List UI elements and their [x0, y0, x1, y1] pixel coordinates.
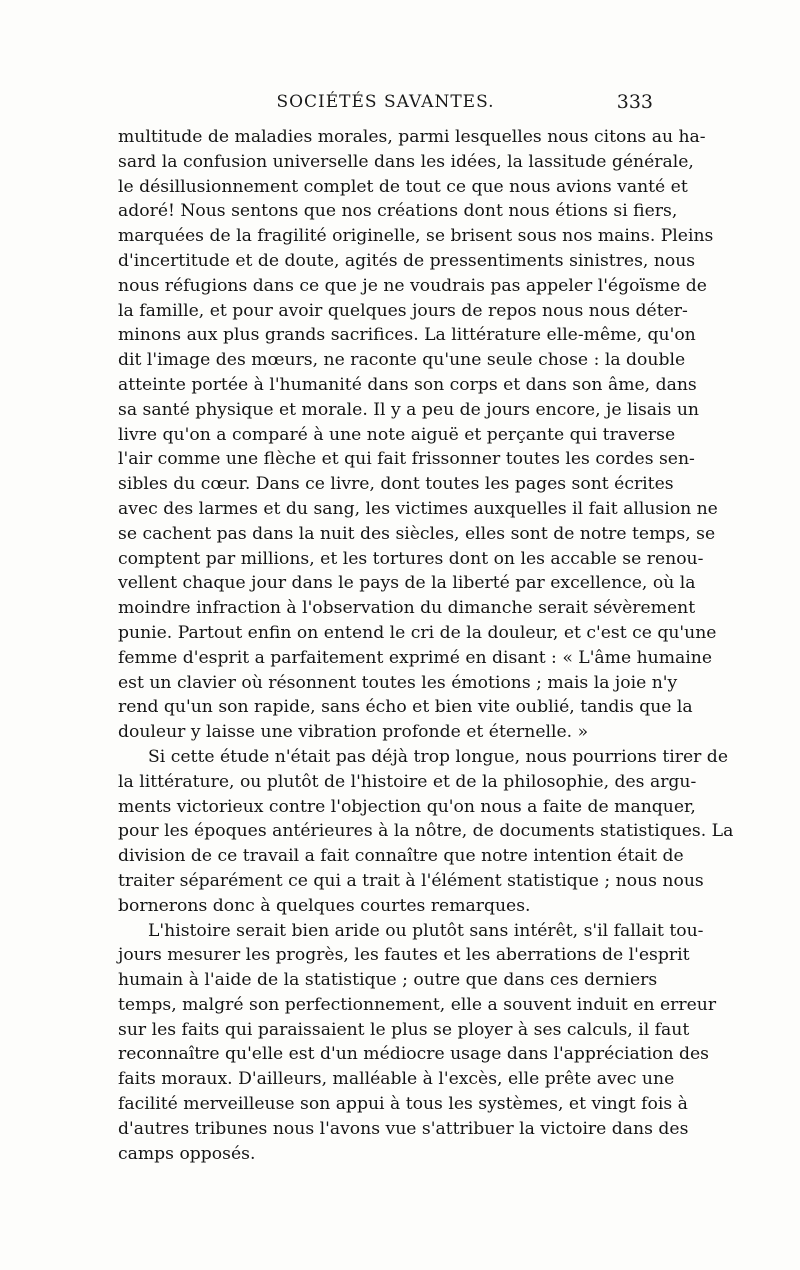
text-line: atteinte portée à l'humanité dans son corps et dans son âme, dans [118, 374, 697, 395]
text-line: livre qu'on a comparé à une note aiguë et perçante qui traverse [118, 424, 676, 445]
text-line: temps, malgré son perfectionnement, elle a souvent induit en erreur [118, 994, 717, 1015]
text-line: d'incertitude et de doute, agités de pressentiments sinistres, nous [118, 250, 696, 271]
text-line: moindre infraction à l'observation du dimanche serait sévèrement [118, 598, 696, 619]
text-line: l'air comme une flèche et qui fait frissonner toutes les cordes sen- [118, 449, 695, 470]
text-line: Si cette étude n'était pas déjà trop longue, nous pourrions tirer de [148, 746, 728, 767]
running-head [118, 92, 653, 118]
text-line: douleur y laisse une vibration profonde et éternelle. » [118, 722, 589, 743]
text-line: femme d'esprit a parfaitement exprimé en disant : « L'âme humaine [118, 647, 713, 668]
text-line: pour les époques antérieures à la nôtre, de documents statistiques. La [118, 821, 734, 842]
text-line: se cachent pas dans la nuit des siècles, elles sont de notre temps, se [118, 523, 716, 544]
text-line: humain à l'aide de la statistique ; outre que dans ces derniers [118, 970, 658, 991]
text-line: multitude de maladies morales, parmi lesquelles nous citons au ha- [118, 127, 706, 147]
text-line: camps opposés. [118, 1143, 256, 1164]
text-line: vellent chaque jour dans le pays de la liberté par excellence, où la [118, 573, 696, 594]
text-line: rend qu'un son rapide, sans écho et bien vite oublié, tandis que la [118, 697, 693, 718]
text-line: dit l'image des mœurs, ne raconte qu'une seule chose : la double [118, 350, 686, 371]
paragraph [118, 125, 718, 745]
text-line: avec des larmes et du sang, les victimes auxquelles il fait allusion ne [118, 498, 718, 519]
text-line: d'autres tribunes nous l'avons vue s'attribuer la victoire dans des [118, 1118, 689, 1139]
text-line: L'histoire serait bien aride ou plutôt sans intérêt, s'il fallait tou- [148, 920, 704, 941]
running-title: SOCIÉTÉS SAVANTES. [276, 92, 495, 112]
text-line: division de ce travail a fait connaître que notre intention était de [118, 846, 684, 867]
page-number: 333 [616, 91, 653, 113]
body-text [118, 125, 734, 1166]
text-line: sa santé physique et morale. Il y a peu de jours encore, je lisais un [118, 399, 699, 420]
text-line: comptent par millions, et les tortures dont on les accable se renou- [118, 548, 704, 569]
text-line: la littérature, ou plutôt de l'histoire et de la philosophie, des argu- [118, 771, 697, 792]
text-line: la famille, et pour avoir quelques jours de repos nous nous déter- [118, 300, 688, 321]
paragraph [118, 745, 734, 919]
text-line: traiter séparément ce qui a trait à l'élément statistique ; nous nous [118, 870, 704, 891]
text-line: le désillusionnement complet de tout ce que nous avions vanté et [118, 176, 688, 197]
text-line: nous réfugions dans ce que je ne voudrais pas appeler l'égoïsme de [118, 275, 707, 296]
text-line: reconnaître qu'elle est d'un médiocre usage dans l'appréciation des [118, 1044, 709, 1065]
text-line: bornerons donc à quelques courtes remarques. [118, 895, 531, 916]
text-line: minons aux plus grands sacrifices. La littérature elle-même, qu'on [118, 325, 696, 346]
text-line: sur les faits qui paraissaient le plus se ployer à ses calculs, il faut [118, 1019, 690, 1040]
text-line: marquées de la fragilité originelle, se brisent sous nos mains. Pleins [118, 226, 714, 247]
text-line: facilité merveilleuse son appui à tous les systèmes, et vingt fois à [118, 1094, 688, 1115]
text-line: punie. Partout enfin on entend le cri de la douleur, et c'est ce qu'une [118, 622, 717, 643]
text-line: est un clavier où résonnent toutes les émotions ; mais la joie n'y [118, 672, 678, 693]
text-line: sard la confusion universelle dans les idées, la lassitude générale, [118, 151, 694, 172]
text-line: ments victorieux contre l'objection qu'on nous a faite de manquer, [118, 796, 696, 817]
text-line: adoré! Nous sentons que nos créations dont nous étions si fiers, [118, 201, 678, 222]
text-line: jours mesurer les progrès, les fautes et les aberrations de l'esprit [118, 945, 690, 966]
text-line: sibles du cœur. Dans ce livre, dont toutes les pages sont écrites [118, 474, 674, 495]
text-line: faits moraux. D'ailleurs, malléable à l'excès, elle prête avec une [118, 1069, 675, 1090]
paragraph [118, 919, 717, 1167]
